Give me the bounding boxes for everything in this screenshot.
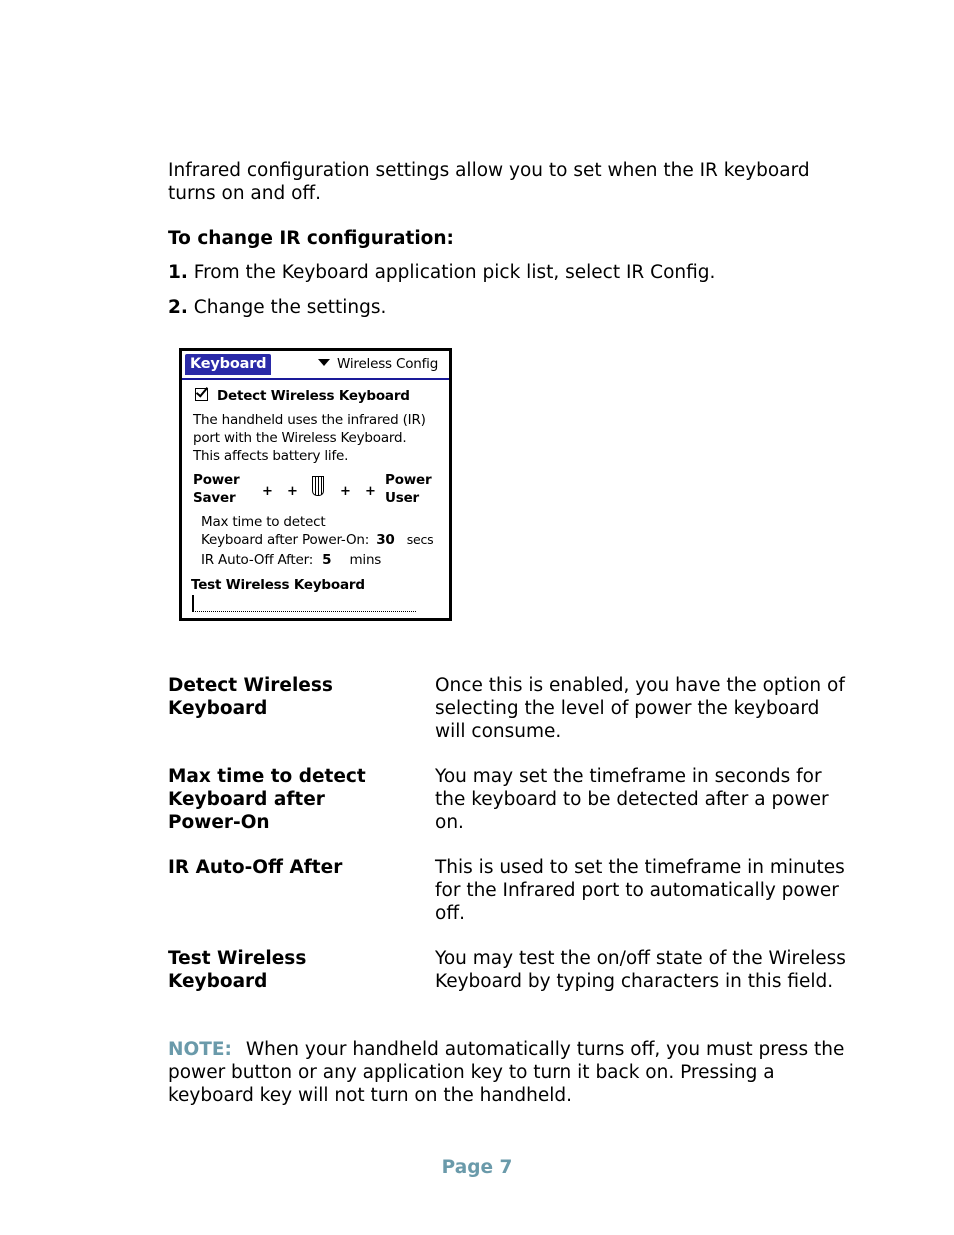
page-number: Page 7 — [441, 1157, 513, 1178]
text-cursor — [192, 595, 194, 611]
power-saver-label-2: Saver — [193, 490, 236, 506]
desc-max-time: You may set the timeframe in seconds for the keyboard to be detected after a power on. — [435, 766, 829, 833]
config-picker[interactable] — [318, 355, 438, 373]
max-time-value[interactable]: 30 — [376, 532, 395, 548]
step-text: From the Keyboard application pick list, select IR Config. — [193, 262, 716, 283]
step-1 — [168, 261, 848, 284]
description-line-2: port with the Wireless Keyboard. — [193, 430, 407, 446]
palm-screen — [179, 348, 452, 621]
step-number: 2. — [168, 297, 188, 318]
ir-auto-off-unit: mins — [349, 552, 382, 568]
desc-ir-auto-off: This is used to set the timeframe in minutes for the Infrared port to automatically power off. — [435, 857, 845, 924]
desc-detect-wireless: Once this is enabled, you have the option of selecting the level of power the keyboard will consume. — [435, 675, 845, 742]
term-test-wireless: Test Wireless Keyboard — [168, 948, 307, 992]
term-ir-auto-off: IR Auto-Off After — [168, 857, 343, 878]
term-max-time: Max time to detect Keyboard after Power-On — [168, 766, 366, 833]
description-line-1: The handheld uses the infrared (IR) — [193, 412, 426, 428]
note-paragraph — [168, 1038, 853, 1107]
slider-stop-2[interactable]: + — [287, 484, 298, 499]
slider-stop-4[interactable]: + — [340, 484, 351, 499]
slider-stop-1[interactable]: + — [262, 484, 273, 499]
step-number: 1. — [168, 262, 188, 283]
desc-test-wireless: You may test the on/off state of the Wireless Keyboard by typing characters in this field. — [435, 948, 846, 992]
power-user-label-2: User — [385, 490, 420, 506]
max-time-line-2 — [201, 531, 434, 549]
picker-label: Wireless Config — [337, 356, 439, 372]
test-keyboard-input[interactable] — [192, 593, 416, 612]
title-bar — [182, 351, 449, 380]
ir-auto-off-label: IR Auto-Off After: — [201, 552, 314, 568]
max-time-unit: secs — [406, 532, 434, 547]
ir-auto-off-value[interactable]: 5 — [322, 552, 332, 568]
checkbox-checked-icon[interactable] — [195, 388, 208, 401]
ir-auto-off-row — [201, 551, 381, 569]
detect-label: Detect Wireless Keyboard — [217, 388, 410, 404]
note-text: When your handheld automatically turns off, you must press the power button or any application key to turn it back on. Pressing a keyboard key will not turn on the handheld. — [168, 1039, 845, 1106]
test-keyboard-label: Test Wireless Keyboard — [191, 577, 365, 593]
power-slider-thumb[interactable] — [312, 476, 324, 496]
section-heading: To change IR configuration: — [168, 228, 454, 249]
app-title-tab[interactable]: Keyboard — [185, 354, 271, 375]
max-time-label: Keyboard after Power-On: — [201, 532, 370, 548]
description-line-3: This affects battery life. — [193, 448, 349, 464]
slider-stop-5[interactable]: + — [365, 484, 376, 499]
max-time-line-1: Max time to detect — [201, 514, 326, 530]
step-2 — [168, 296, 848, 319]
step-text: Change the settings. — [193, 297, 387, 318]
note-label: NOTE: — [168, 1039, 232, 1060]
intro-paragraph: Infrared configuration settings allow you to set when the IR keyboard turns on and off. — [168, 160, 810, 204]
chevron-down-icon — [318, 359, 330, 366]
power-user-label-1: Power — [385, 472, 432, 488]
term-detect-wireless: Detect Wireless Keyboard — [168, 675, 333, 719]
power-saver-label-1: Power — [193, 472, 240, 488]
detect-checkbox-row[interactable] — [195, 387, 410, 405]
